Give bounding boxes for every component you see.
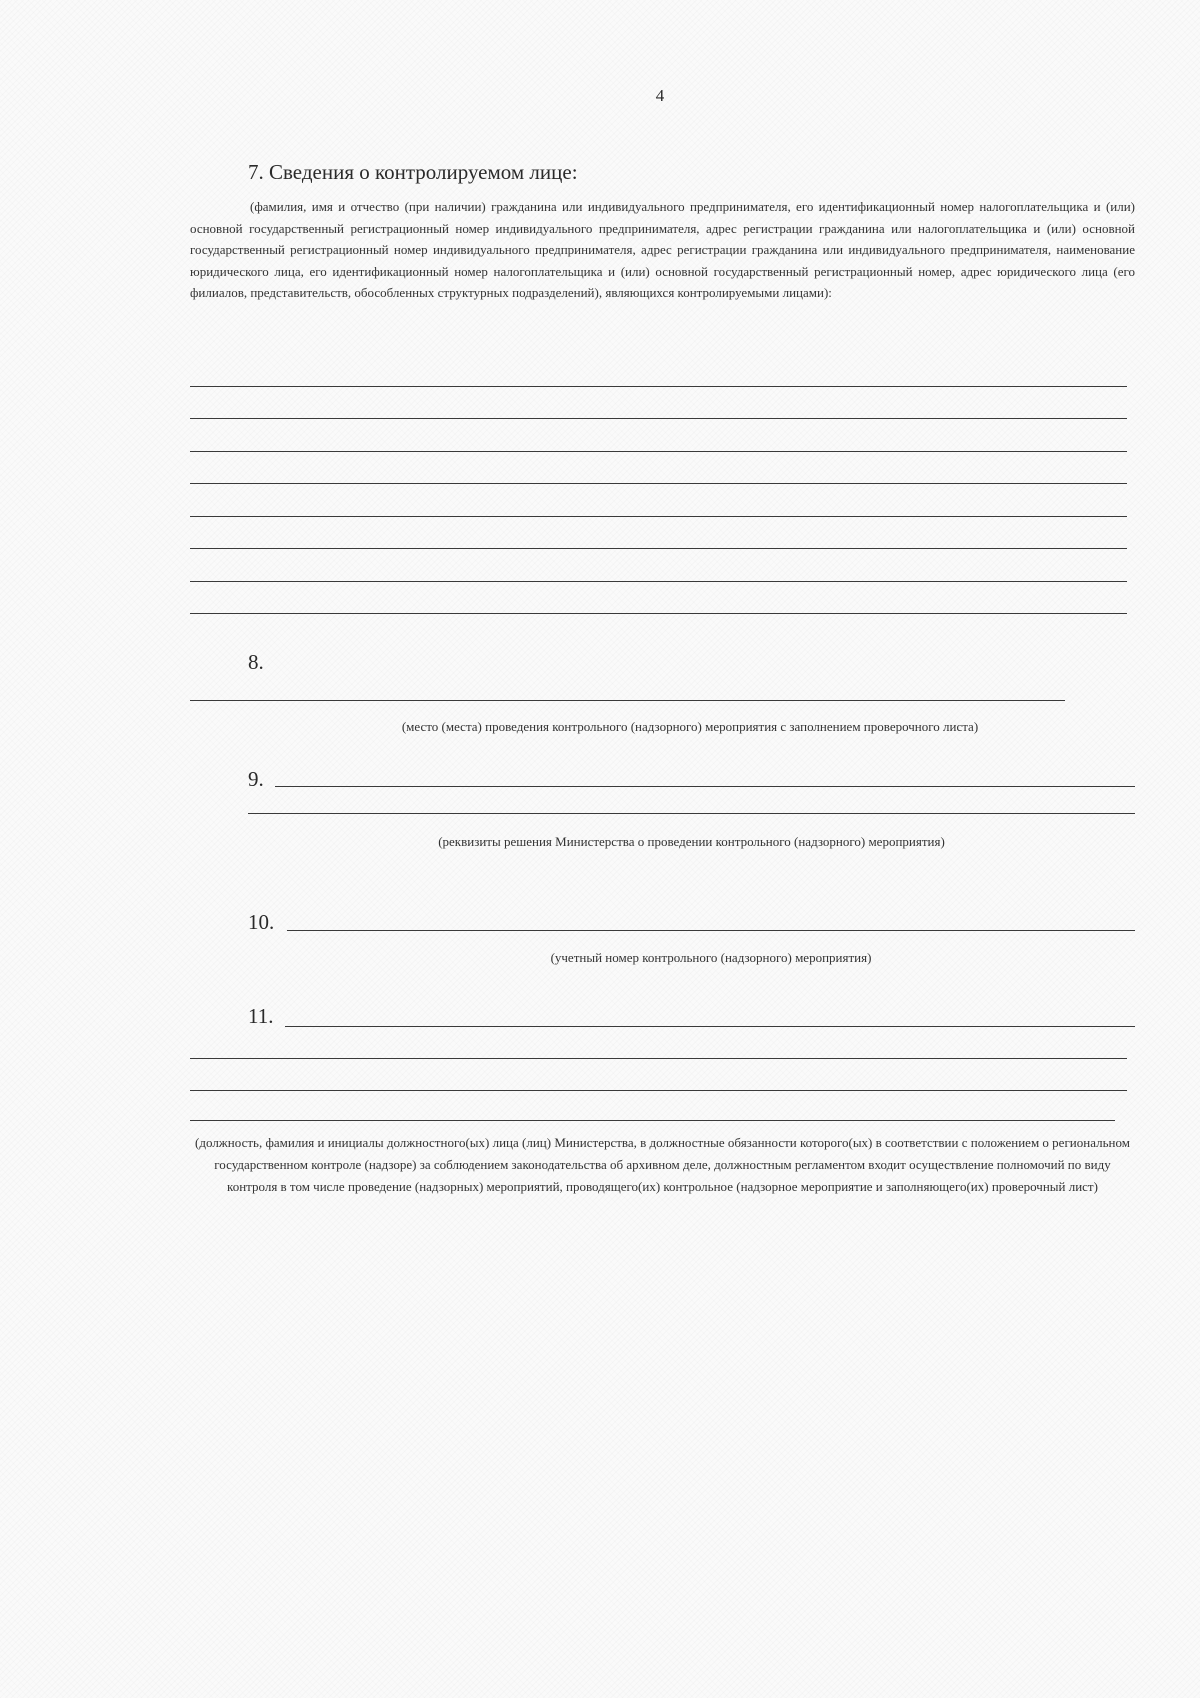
- section-7-fill-line[interactable]: [190, 483, 1127, 484]
- section-7-fill-line[interactable]: [190, 418, 1127, 419]
- section-7-heading: 7. Сведения о контролируемом лице:: [248, 160, 578, 184]
- section-9-fill-line[interactable]: [275, 786, 1135, 787]
- section-9-number: 9.: [248, 767, 264, 791]
- section-7-fill-line[interactable]: [190, 613, 1127, 614]
- section-7-fill-line[interactable]: [190, 548, 1127, 549]
- section-11-caption: (должность, фамилия и инициалы должностного(ых) лица (лиц) Министерства, в должностные обязанности которого(ых) в соответствии с положением о региональном государственном контроле (надзоре) за соблюдением законодательства об архивном деле, должностным регламентом входит осуществление полномочий по виду контроля в том числе проведение (надзорных) мероприятий, проводящего(их) контрольное (надзорное мероприятие и заполняющего(их) проверочный лист): [195, 1135, 1130, 1194]
- section-9-caption: (реквизиты решения Министерства о проведении контрольного (надзорного) мероприятия): [438, 834, 945, 849]
- section-11-fill-line[interactable]: [190, 1058, 1127, 1059]
- section-8-caption: (место (места) проведения контрольного (надзорного) мероприятия с заполнением проверочного листа): [401, 719, 979, 734]
- section-7-fill-line[interactable]: [190, 451, 1127, 452]
- section-10-fill-line[interactable]: [287, 930, 1135, 931]
- page-number: 4: [655, 86, 665, 105]
- section-7-fill-line[interactable]: [190, 581, 1127, 582]
- section-7-description: (фамилия, имя и отчество (при наличии) гражданина или индивидуального предпринимателя, его идентификационный номер налогоплательщика и (или) основной государственный регистрационный номер индивидуального предпринимателя, адрес регистрации гражданина или налогоплательщика и (или) основной государственный регистрационный номер индивидуального предпринимателя, адрес регистрации гражданина или индивидуального предпринимателя, наименование юридического лица, его идентификационный номер налогоплательщика и (или) основной государственный регистрационный номер, адрес юридического лица (его филиалов, представительств, обособленных структурных подразделений), являющихся контролируемыми лицами):: [190, 199, 1135, 300]
- section-11-fill-line[interactable]: [190, 1120, 1115, 1121]
- section-11-number: 11.: [248, 1004, 274, 1028]
- section-8-fill-line[interactable]: [190, 700, 1065, 701]
- section-10-number: 10.: [248, 910, 275, 934]
- section-11-fill-line[interactable]: [190, 1090, 1127, 1091]
- section-8-number: 8.: [248, 650, 264, 674]
- section-7-fill-line[interactable]: [190, 516, 1127, 517]
- section-9-fill-line[interactable]: [248, 813, 1135, 814]
- section-10-caption: (учетный номер контрольного (надзорного) мероприятия): [550, 950, 872, 965]
- section-7-fill-line[interactable]: [190, 386, 1127, 387]
- section-11-fill-line[interactable]: [285, 1026, 1135, 1027]
